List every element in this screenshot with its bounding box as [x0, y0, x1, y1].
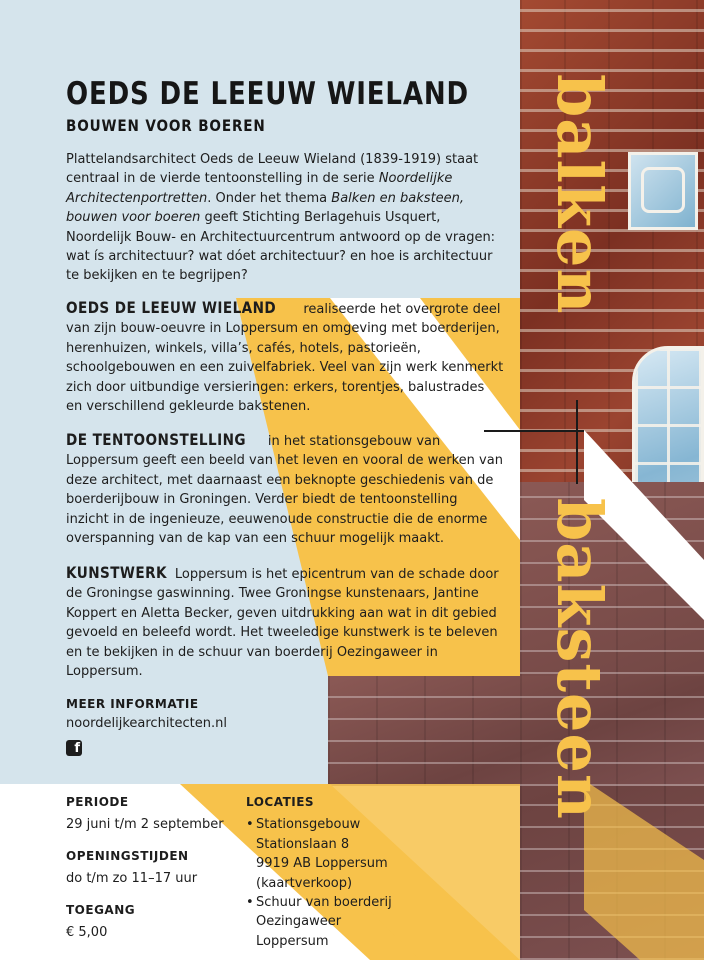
- section-text: in het stationsgebouw van Loppersum geeft een beeld van het leven en vooral de werken van deze architect, met daarnaast een beknopte geschiedenis van de boerderijbouw in Groningen. Verder biedt de tentoonstelling inzicht in de ingenieuze, eeuwenoude constructie die de enorme overspanning van de kap van een schuur mogelijk maakt.: [66, 434, 503, 547]
- intro-text-1: Plattelandsarchitect Oeds de Leeuw Wieland (1839-1919) staat centraal in de vierde tentoonstelling in de serie: [66, 152, 479, 187]
- section-exhibition: [66, 430, 504, 548]
- locaties-label: LOCATIES: [246, 795, 315, 809]
- details-column-locations: [246, 793, 426, 951]
- location-item: [246, 893, 426, 951]
- section-keyword: DE TENTOONSTELLING: [66, 430, 247, 449]
- location-line: • Schuur van boerderij: [256, 895, 392, 911]
- toegang-value: € 5,00: [66, 925, 108, 941]
- location-line: Oezingaweer: [256, 914, 342, 930]
- section-artwork: [66, 563, 504, 681]
- location-line: Stationslaan 8: [256, 836, 350, 852]
- section-text: realiseerde het overgrote deel van zijn bouw-oeuvre in Loppersum en omgeving met boerderijen, herenhuizen, winkels, villa’s, cafés, hotels, pastorieën, schoolgebouwen en een zuivelfabriek. Veel van zijn werk kenmerkt zich door uitbundige versieringen: erkers, torentjes, balustrades en verschillend gekleurde bakstenen.: [66, 302, 504, 415]
- page-title: OEDS DE LEEUW WIELAND: [66, 76, 469, 112]
- openingstijden-group: [66, 847, 246, 889]
- location-item: [246, 815, 426, 893]
- periode-group: [66, 793, 246, 835]
- more-info-link[interactable]: noordelijkearchitecten.nl: [66, 716, 227, 731]
- intro-text-3: geeft Stichting Berlagehuis Usquert, Noordelijk Bouw- en Architectuurcentrum antwoord op de vragen: wat ís architectuur? wat dóet architectuur? en hoe is architectuur te bekijken en te begrijpen?: [66, 210, 496, 284]
- location-line: (kaartverkoop): [256, 875, 353, 891]
- openingstijden-label: OPENINGSTIJDEN: [66, 848, 189, 863]
- title-block: [66, 76, 516, 135]
- vertical-word-balken: balken: [543, 74, 616, 315]
- intro-theme-name: Balken en baksteen, bouwen voor boeren: [66, 190, 465, 226]
- intro-paragraph: [66, 150, 504, 286]
- periode-value: 29 juni t/m 2 september: [66, 817, 224, 833]
- toegang-label: TOEGANG: [66, 902, 136, 917]
- location-line: • Stationsgebouw: [256, 817, 361, 833]
- facebook-icon[interactable]: f: [66, 740, 82, 756]
- openingstijden-value: do t/m zo 11–17 uur: [66, 871, 198, 887]
- toegang-group: [66, 901, 246, 943]
- section-keyword: OEDS DE LEEUW WIELAND: [66, 298, 277, 317]
- details-column-left: [66, 793, 246, 954]
- more-info-label: MEER INFORMATIE: [66, 697, 199, 711]
- periode-label: PERIODE: [66, 795, 129, 809]
- section-architect: [66, 298, 504, 416]
- more-info-block: [66, 697, 227, 733]
- section-text: Loppersum is het epicentrum van de schade door de Groningse gaswinning. Twee Groningse kunstenaars, Jantine Koppert en Aletta Becker, geven uitdrukking aan wat in dit gebied gevoeld en beleefd wordt. Het tweeledige kunstwerk is te beleven en te bekijken in de schuur van boerderij Oezingaweer in Loppersum.: [66, 567, 499, 680]
- location-line: Loppersum: [256, 933, 329, 949]
- page-subtitle: BOUWEN VOOR BOEREN: [66, 116, 266, 135]
- intro-series-name: Noordelijke Architectenportretten: [66, 171, 453, 206]
- cross-line-vertical: [576, 400, 578, 484]
- section-keyword: KUNSTWERK: [66, 563, 167, 582]
- intro-text-2: . Onder het thema: [207, 190, 332, 206]
- location-line: 9919 AB Loppersum: [256, 856, 388, 872]
- vertical-word-baksteen: baksteen: [543, 498, 616, 820]
